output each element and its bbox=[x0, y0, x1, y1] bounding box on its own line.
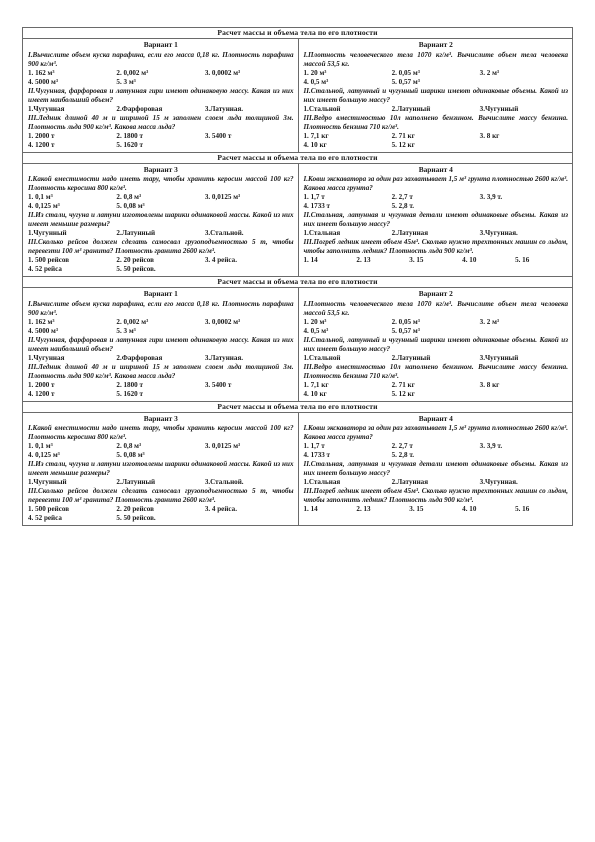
answer-option: 5. 0,57 м³ bbox=[391, 77, 420, 86]
question-text: II.Стальной, латунный и чугунный шарики имеют одинаковые объемы. Какой из них имеет большую массу? bbox=[303, 86, 568, 104]
variant-card bbox=[298, 39, 573, 152]
answer-option: 4. 0,125 м³ bbox=[28, 451, 60, 459]
question-text: III.Ледник длиной 40 м и шириной 15 м заполнен слоем льда толщиной 3м. Плотность льда 900 кг/м³. Какова масса льда? bbox=[28, 362, 294, 380]
variant-card bbox=[23, 39, 298, 152]
answer-options bbox=[304, 256, 569, 265]
block-body bbox=[23, 413, 572, 526]
question-text: III.Погреб ледник имеет объем 45м³. Сколько нужно трехтонных машин со льдом, чтобы заполнить ледник? Плотность льда 900 кг/м³. bbox=[303, 487, 568, 504]
question-text: III.Ледник длиной 40 м и шириной 15 м заполнен слоем льда толщиной 3м. Плотность льда 900 кг/м³. Какова масса льда? bbox=[28, 113, 294, 131]
answer-option: 1. 500 рейсов bbox=[28, 256, 70, 264]
answer-option: 5. 2,8 т. bbox=[391, 451, 415, 459]
answer-option: 3. 15 bbox=[409, 256, 424, 264]
answer-option: 2. 1800 т bbox=[116, 380, 143, 389]
question-text: I.Ковш экскаватора за один раз захватывает 1,5 м³ грунта плотностью 2600 кг/м³. Какова масса грунта? bbox=[303, 175, 568, 192]
answer-option: 2. 13 bbox=[356, 505, 371, 513]
answer-options bbox=[28, 505, 294, 523]
answer-option: 5. 12 кг bbox=[391, 389, 415, 398]
answer-option: 1.Чугунная bbox=[28, 353, 65, 362]
answer-option: 2. 71 кг bbox=[391, 131, 415, 140]
answer-option: 2. 13 bbox=[356, 256, 371, 264]
answer-option: 3.Стальной. bbox=[204, 478, 244, 486]
variant-title: Вариант 1 bbox=[143, 289, 178, 298]
answer-option: 3. 0,0002 м³ bbox=[204, 68, 241, 77]
answer-option: 4. 1200 т bbox=[28, 140, 55, 149]
answer-option: 2. 20 рейсов bbox=[116, 256, 154, 264]
answer-option: 2.Латунная bbox=[391, 478, 429, 486]
answer-option: 2.Латунная bbox=[391, 229, 429, 237]
answer-option: 3.Чугунный bbox=[479, 104, 519, 113]
answer-option: 2. 0,8 м³ bbox=[116, 193, 142, 201]
answer-option: 1. 0,1 м³ bbox=[28, 193, 53, 201]
answer-option: 5. 0,08 м³ bbox=[116, 451, 145, 459]
answer-options bbox=[28, 69, 294, 87]
answer-option: 4. 10 кг bbox=[303, 389, 327, 398]
answer-option: 1. 7,1 кг bbox=[303, 131, 329, 140]
answer-option: 4. 5000 м³ bbox=[28, 77, 59, 86]
question-text: I.Вычислите объем куска парафина, если его масса 0,18 кг. Плотность парафина 900 кг/м³. bbox=[28, 299, 294, 317]
answer-option: 2. 2,7 т bbox=[391, 442, 413, 450]
answer-option: 3. 2 м³ bbox=[479, 317, 500, 326]
answer-option: 2. 2,7 т bbox=[391, 193, 413, 201]
block-title: Расчет массы и объема тела по его плотности bbox=[23, 153, 572, 164]
answer-option: 2. 1800 т bbox=[116, 131, 143, 140]
answer-options bbox=[28, 318, 294, 336]
question-text: II.Стальная, латунная и чугунная детали имеют одинаковые объемы. Какая из них имеет большую массу? bbox=[303, 460, 568, 477]
variant-title: Вариант 2 bbox=[418, 289, 453, 298]
answer-option: 5. 16 bbox=[515, 256, 530, 264]
answer-option: 2. 20 рейсов bbox=[116, 505, 154, 513]
answer-option: 2.Фарфоровая bbox=[116, 353, 163, 362]
answer-option: 1. 14 bbox=[303, 505, 318, 513]
answer-option: 1. 20 м³ bbox=[303, 68, 327, 77]
answer-options bbox=[304, 442, 569, 460]
answer-options bbox=[28, 381, 294, 399]
question-text: II.Чугунная, фарфоровая и латунная гири имеют одинаковую массу. Какая из них имеет наибольший объем? bbox=[28, 335, 294, 353]
answer-option: 2. 0,8 м³ bbox=[116, 442, 142, 450]
answer-option: 3.Чугунная. bbox=[479, 229, 518, 237]
question-text: I.Какой вместимости надо иметь тару, чтобы хранить керосин массой 100 кг? Плотность керосина 800 кг/м³. bbox=[28, 424, 294, 441]
answer-option: 3. 5400 т bbox=[204, 380, 232, 389]
answer-option: 1. 500 рейсов bbox=[28, 505, 70, 513]
answer-option: 5. 0,08 м³ bbox=[116, 202, 145, 210]
question-text: III.Погреб ледник имеет объем 45м³. Сколько нужно трехтонных машин со льдом, чтобы заполнить ледник? Плотность льда 900 кг/м³. bbox=[303, 238, 568, 255]
answer-option: 1.Чугунный bbox=[28, 229, 67, 237]
answer-option: 2. 0,002 м³ bbox=[116, 68, 149, 77]
answer-option: 4. 10 bbox=[462, 505, 477, 513]
block-title: Расчет массы и объема тела по его плотности bbox=[23, 28, 572, 39]
answer-option: 3.Стальной. bbox=[204, 229, 244, 237]
variant-title: Вариант 2 bbox=[418, 40, 453, 49]
answer-option: 5. 16 bbox=[515, 505, 530, 513]
answer-option: 1.Стальной bbox=[303, 353, 341, 362]
answer-option: 1. 2000 т bbox=[28, 380, 55, 389]
answer-options bbox=[28, 229, 294, 238]
answer-option: 1. 20 м³ bbox=[303, 317, 327, 326]
answer-option: 1. 2000 т bbox=[28, 131, 55, 140]
answer-option: 2.Латунный bbox=[391, 353, 431, 362]
question-text: II.Стальной, латунный и чугунный шарики имеют одинаковые объемы. Какой из них имеет большую массу? bbox=[303, 335, 568, 353]
question-text: I.Вычислите объем куска парафина, если его масса 0,18 кг. Плотность парафина 900 кг/м³. bbox=[28, 50, 294, 68]
answer-option: 2.Фарфоровая bbox=[116, 104, 163, 113]
answer-options bbox=[28, 193, 294, 211]
answer-option: 1. 162 м³ bbox=[28, 317, 55, 326]
variant-card bbox=[23, 413, 298, 526]
answer-option: 3. 3,9 т. bbox=[479, 442, 503, 450]
answer-option: 3. 2 м³ bbox=[479, 68, 500, 77]
answer-option: 5. 1620 т bbox=[116, 140, 143, 149]
answer-option: 1.Стальная bbox=[303, 478, 341, 486]
question-text: I.Плотность человеческого тела 1070 кг/м³. Вычислите объем тела человека массой 53,5 кг. bbox=[303, 50, 568, 68]
answer-option: 4. 52 рейса bbox=[28, 265, 62, 273]
variant-card bbox=[23, 288, 298, 401]
answer-option: 3.Латунная. bbox=[204, 353, 244, 362]
answer-option: 3. 15 bbox=[409, 505, 424, 513]
answer-option: 4. 1733 т bbox=[303, 451, 331, 459]
block-body bbox=[23, 164, 572, 277]
answer-option: 1. 0,1 м³ bbox=[28, 442, 53, 450]
answer-options bbox=[304, 229, 569, 238]
variant-card bbox=[298, 288, 573, 401]
block-title: Расчет массы и объема тела по его плотности bbox=[23, 402, 572, 413]
answer-option: 1.Стальной bbox=[303, 104, 341, 113]
answer-options bbox=[28, 478, 294, 487]
answer-option: 4. 10 bbox=[462, 256, 477, 264]
block-body bbox=[23, 39, 572, 152]
answer-option: 4. 0,5 м³ bbox=[303, 77, 329, 86]
answer-option: 1. 1,7 т bbox=[303, 193, 325, 201]
question-text: I.Какой вместимости надо иметь тару, чтобы хранить керосин массой 100 кг? Плотность керосина 800 кг/м³. bbox=[28, 175, 294, 192]
answer-options bbox=[28, 256, 294, 274]
answer-option: 1.Чугунная bbox=[28, 104, 65, 113]
variant-card bbox=[298, 413, 573, 526]
question-text: II.Из стали, чугуна и латуни изготовлены шарики одинаковой массы. Какой из них имеет меньшие размеры? bbox=[28, 211, 294, 228]
variant-title: Вариант 4 bbox=[418, 164, 453, 174]
question-text: II.Из стали, чугуна и латуни изготовлены шарики одинаковой массы. Какой из них имеет меньшие размеры? bbox=[28, 460, 294, 477]
answer-option: 5. 50 рейсов. bbox=[116, 265, 156, 273]
variant-title: Вариант 3 bbox=[143, 413, 178, 423]
worksheet-block bbox=[23, 28, 572, 152]
answer-options bbox=[28, 354, 294, 363]
answer-option: 5. 1620 т bbox=[116, 389, 143, 398]
answer-option: 5. 0,57 м³ bbox=[391, 326, 420, 335]
answer-option: 3. 8 кг bbox=[479, 131, 500, 140]
answer-option: 3. 8 кг bbox=[479, 380, 500, 389]
question-text: II.Чугунная, фарфоровая и латунная гири имеют одинаковую массу. Какая из них имеет наибольший объем? bbox=[28, 86, 294, 104]
answer-option: 5. 12 кг bbox=[391, 140, 415, 149]
answer-option: 1. 1,7 т bbox=[303, 442, 325, 450]
answer-option: 5. 3 м³ bbox=[116, 77, 136, 86]
answer-options bbox=[304, 318, 569, 336]
answer-option: 4. 0,5 м³ bbox=[303, 326, 329, 335]
block-body bbox=[23, 288, 572, 401]
answer-options bbox=[304, 505, 569, 514]
answer-option: 5. 50 рейсов. bbox=[116, 514, 156, 522]
answer-options bbox=[28, 132, 294, 150]
answer-option: 3. 3,9 т. bbox=[479, 193, 503, 201]
block-title: Расчет массы и объема тела по его плотности bbox=[23, 277, 572, 288]
answer-options bbox=[304, 381, 569, 399]
variant-title: Вариант 3 bbox=[143, 164, 178, 174]
answer-option: 2. 0,002 м³ bbox=[116, 317, 149, 326]
answer-option: 1. 14 bbox=[303, 256, 318, 264]
answer-option: 1. 7,1 кг bbox=[303, 380, 329, 389]
answer-option: 4. 0,125 м³ bbox=[28, 202, 60, 210]
answer-options bbox=[304, 132, 569, 150]
answer-option: 5. 2,8 т. bbox=[391, 202, 415, 210]
answer-option: 4. 5000 м³ bbox=[28, 326, 59, 335]
question-text: III.Ведро вместимостью 10л наполнено бензином. Вычислите массу бензина. Плотность бензина 710 кг/м³. bbox=[303, 113, 568, 131]
variant-title: Вариант 1 bbox=[143, 40, 178, 49]
answer-options bbox=[304, 354, 569, 363]
worksheet-block bbox=[23, 152, 572, 277]
answer-option: 5. 3 м³ bbox=[116, 326, 136, 335]
answer-options bbox=[304, 69, 569, 87]
answer-option: 3. 0,0125 м³ bbox=[204, 442, 241, 450]
worksheet bbox=[22, 27, 573, 526]
answer-option: 2. 0,05 м³ bbox=[391, 68, 420, 77]
answer-option: 3. 5400 т bbox=[204, 131, 232, 140]
variant-title: Вариант 4 bbox=[418, 413, 453, 423]
answer-option: 2. 0,05 м³ bbox=[391, 317, 420, 326]
question-text: III.Сколько рейсов должен сделать самосвал грузоподъемностью 5 т, чтобы перевезти 100 м³ гранита? Плотность гранита 2600 кг/м³. bbox=[28, 238, 294, 255]
answer-option: 4. 1733 т bbox=[303, 202, 331, 210]
question-text: I.Плотность человеческого тела 1070 кг/м³. Вычислите объем тела человека массой 53,5 кг. bbox=[303, 299, 568, 317]
question-text: II.Стальная, латунная и чугунная детали имеют одинаковые объемы. Какая из них имеет большую массу? bbox=[303, 211, 568, 228]
answer-option: 4. 10 кг bbox=[303, 140, 327, 149]
answer-options bbox=[304, 478, 569, 487]
answer-option: 3.Чугунная. bbox=[479, 478, 518, 486]
answer-option: 2. 71 кг bbox=[391, 380, 415, 389]
answer-options bbox=[28, 442, 294, 460]
worksheet-block bbox=[23, 401, 572, 526]
variant-card bbox=[298, 164, 573, 277]
answer-option: 3. 4 рейса. bbox=[204, 256, 237, 264]
answer-option: 1. 162 м³ bbox=[28, 68, 55, 77]
answer-options bbox=[28, 105, 294, 114]
answer-option: 3.Латунная. bbox=[204, 104, 244, 113]
answer-option: 2.Латунный bbox=[116, 229, 156, 237]
worksheet-block bbox=[23, 276, 572, 401]
answer-option: 2.Латунный bbox=[116, 478, 156, 486]
answer-option: 3.Чугунный bbox=[479, 353, 519, 362]
answer-options bbox=[304, 105, 569, 114]
answer-option: 3. 0,0125 м³ bbox=[204, 193, 241, 201]
variant-card bbox=[23, 164, 298, 277]
answer-options bbox=[304, 193, 569, 211]
answer-option: 2.Латунный bbox=[391, 104, 431, 113]
question-text: I.Ковш экскаватора за один раз захватывает 1,5 м³ грунта плотностью 2600 кг/м³. Какова масса грунта? bbox=[303, 424, 568, 441]
question-text: III.Ведро вместимостью 10л наполнено бензином. Вычислите массу бензина. Плотность бензина 710 кг/м³. bbox=[303, 362, 568, 380]
answer-option: 1.Стальная bbox=[303, 229, 341, 237]
answer-option: 4. 52 рейса bbox=[28, 514, 62, 522]
question-text: III.Сколько рейсов должен сделать самосвал грузоподъемностью 5 т, чтобы перевезти 100 м³ гранита? Плотность гранита 2600 кг/м³. bbox=[28, 487, 294, 504]
answer-option: 1.Чугунный bbox=[28, 478, 67, 486]
answer-option: 3. 0,0002 м³ bbox=[204, 317, 241, 326]
answer-option: 4. 1200 т bbox=[28, 389, 55, 398]
answer-option: 3. 4 рейса. bbox=[204, 505, 237, 513]
